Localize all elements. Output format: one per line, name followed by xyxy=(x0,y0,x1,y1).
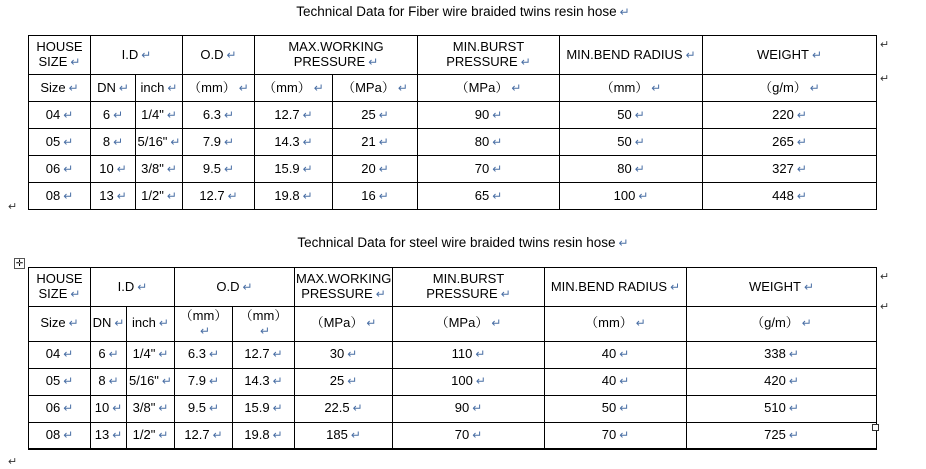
table-row xyxy=(29,341,877,368)
header-od-text: O.D xyxy=(200,46,224,62)
header-id-text: I.D xyxy=(117,278,135,294)
cell-size: 05 ↵ xyxy=(29,368,91,395)
subheader-id-mm xyxy=(183,75,255,102)
pilcrow-mark: ↵ xyxy=(166,188,177,203)
table-subheader-row xyxy=(29,75,877,102)
cell-mwp: 185 ↵ xyxy=(295,422,393,449)
table-header-row xyxy=(29,268,877,307)
pilcrow-mark: ↵ xyxy=(350,428,361,443)
table-row xyxy=(29,395,877,422)
table-subheader-row xyxy=(29,307,877,342)
header-house-size-text: HOUSE SIZE xyxy=(36,39,83,69)
pilcrow-mark: ↵ xyxy=(520,55,531,69)
subheader-size xyxy=(29,75,91,102)
pilcrow-mark: ↵ xyxy=(242,279,253,294)
table-header-row xyxy=(29,36,877,75)
pilcrow-mark: ↵ xyxy=(272,374,283,389)
pilcrow-mark: ↵ xyxy=(511,80,522,95)
subheader-dn xyxy=(91,75,136,102)
header-min-bend-radius xyxy=(545,268,687,307)
pilcrow-mark: ↵ xyxy=(63,188,74,203)
pilcrow-mark: ↵ xyxy=(272,347,283,362)
cell-dn: 13 ↵ xyxy=(91,422,127,449)
header-min-bend-radius xyxy=(560,36,703,75)
cell-od-mm: 15.9 ↵ xyxy=(233,395,295,422)
subheader-mwp-mpa xyxy=(295,307,393,342)
subheader-radius-mm-text: （mm） xyxy=(585,315,633,331)
pilcrow-mark: ↵ xyxy=(224,134,235,149)
cell-dn: 13 ↵ xyxy=(91,183,136,210)
pilcrow-mark: ↵ xyxy=(272,428,283,443)
cell-radius: 40 ↵ xyxy=(545,368,687,395)
table-row xyxy=(29,102,877,129)
subheader-mwp-mpa xyxy=(333,75,418,102)
cell-size: 06 ↵ xyxy=(29,395,91,422)
pilcrow-mark: ↵ xyxy=(634,161,645,176)
pilcrow-mark: ↵ xyxy=(796,134,807,149)
paragraph-mark: ↵ xyxy=(8,456,18,468)
table-2-title xyxy=(0,235,926,250)
cell-radius: 50 ↵ xyxy=(545,395,687,422)
pilcrow-mark: ↵ xyxy=(685,47,696,62)
header-min-burst-pressure xyxy=(418,36,560,75)
cell-id-mm: 9.5 ↵ xyxy=(175,395,233,422)
pilcrow-mark: ↵ xyxy=(788,428,799,443)
subheader-id-mm-text: （mm） xyxy=(188,79,236,95)
pilcrow-mark: ↵ xyxy=(491,316,502,331)
pilcrow-mark: ↵ xyxy=(302,107,313,122)
cell-mbp: 65 ↵ xyxy=(418,183,560,210)
cell-radius: 100 ↵ xyxy=(560,183,703,210)
pilcrow-mark: ↵ xyxy=(112,401,123,416)
pilcrow-mark: ↵ xyxy=(619,347,630,362)
subheader-id-mm-text: （mm） xyxy=(179,308,228,323)
cell-id-mm: 6.3 ↵ xyxy=(183,102,255,129)
table-row xyxy=(29,422,877,449)
subheader-inch xyxy=(127,307,175,342)
cell-dn: 10 ↵ xyxy=(91,156,136,183)
header-max-working-pressure-text: MAX.WORKING PRESSURE xyxy=(296,271,392,301)
cell-dn: 8 ↵ xyxy=(91,368,127,395)
pilcrow-mark: ↵ xyxy=(272,401,283,416)
subheader-dn xyxy=(91,307,127,342)
subheader-weight-gm xyxy=(687,307,877,342)
pilcrow-mark: ↵ xyxy=(475,347,486,362)
cell-inch: 1/4" ↵ xyxy=(127,341,175,368)
pilcrow-mark: ↵ xyxy=(619,374,630,389)
pilcrow-mark: ↵ xyxy=(212,428,223,443)
paragraph-mark: ↵ xyxy=(880,271,890,283)
pilcrow-mark: ↵ xyxy=(113,134,124,149)
pilcrow-mark: ↵ xyxy=(347,347,358,362)
cell-id-mm: 12.7 ↵ xyxy=(175,422,233,449)
cell-weight: 338 ↵ xyxy=(687,341,877,368)
pilcrow-mark: ↵ xyxy=(227,188,238,203)
table-2-title-text: Technical Data for steel wire braided twins resin hose xyxy=(297,235,616,250)
pilcrow-mark: ↵ xyxy=(811,47,823,62)
pilcrow-mark: ↵ xyxy=(809,80,820,95)
cell-inch: 5/16" ↵ xyxy=(127,368,175,395)
cell-weight: 327 ↵ xyxy=(703,156,877,183)
pilcrow-mark: ↵ xyxy=(170,134,181,149)
cell-dn: 6 ↵ xyxy=(91,341,127,368)
pilcrow-mark: ↵ xyxy=(634,107,645,122)
cell-mbp: 90 ↵ xyxy=(418,102,560,129)
header-od xyxy=(175,268,295,307)
pilcrow-mark: ↵ xyxy=(226,47,237,62)
cell-weight: 510 ↵ xyxy=(687,395,877,422)
cell-inch: 1/2" ↵ xyxy=(136,183,183,210)
table-steel-wire-braided xyxy=(28,267,877,450)
header-weight-text: WEIGHT xyxy=(756,46,809,62)
pilcrow-mark: ↵ xyxy=(788,401,799,416)
cell-weight: 448 ↵ xyxy=(703,183,877,210)
cell-weight: 725 ↵ xyxy=(687,422,877,449)
cell-od-mm: 14.3 ↵ xyxy=(233,368,295,395)
pilcrow-mark: ↵ xyxy=(635,316,646,331)
cell-mwp: 30 ↵ xyxy=(295,341,393,368)
cell-dn: 6 ↵ xyxy=(91,102,136,129)
cell-dn: 8 ↵ xyxy=(91,129,136,156)
cell-mwp: 16 ↵ xyxy=(333,183,418,210)
pilcrow-mark: ↵ xyxy=(224,107,235,122)
header-id xyxy=(91,268,175,307)
cell-size: 04 ↵ xyxy=(29,341,91,368)
header-weight xyxy=(687,268,877,307)
header-weight-text: WEIGHT xyxy=(748,278,801,294)
cell-mbp: 70 ↵ xyxy=(418,156,560,183)
pilcrow-mark: ↵ xyxy=(796,161,807,176)
cell-inch: 3/8" ↵ xyxy=(127,395,175,422)
pilcrow-mark: ↵ xyxy=(313,80,324,95)
table-fiber-wire-braided xyxy=(28,35,877,210)
pilcrow-mark: ↵ xyxy=(803,279,815,294)
table-resize-handle[interactable] xyxy=(872,424,879,431)
header-min-bend-radius-text: MIN.BEND RADIUS xyxy=(550,278,668,294)
cell-mwp: 20 ↵ xyxy=(333,156,418,183)
cell-mbp: 100 ↵ xyxy=(393,368,545,395)
cell-inch: 1/4" ↵ xyxy=(136,102,183,129)
pilcrow-mark: ↵ xyxy=(618,236,629,250)
pilcrow-mark: ↵ xyxy=(492,188,503,203)
pilcrow-mark: ↵ xyxy=(113,107,124,122)
pilcrow-mark: ↵ xyxy=(475,374,486,389)
subheader-inch-text: inch xyxy=(132,315,156,331)
header-max-working-pressure xyxy=(295,268,393,307)
pilcrow-mark: ↵ xyxy=(492,134,503,149)
cell-id-mm: 7.9 ↵ xyxy=(183,129,255,156)
paragraph-mark: ↵ xyxy=(880,301,890,313)
subheader-dn-text: DN xyxy=(97,79,116,95)
pilcrow-mark: ↵ xyxy=(378,188,389,203)
pilcrow-mark: ↵ xyxy=(378,161,389,176)
pilcrow-mark: ↵ xyxy=(116,161,127,176)
pilcrow-mark: ↵ xyxy=(141,47,152,62)
cell-size: 08 ↵ xyxy=(29,183,91,210)
pilcrow-mark: ↵ xyxy=(63,428,74,443)
pilcrow-mark: ↵ xyxy=(651,80,662,95)
cell-radius: 40 ↵ xyxy=(545,341,687,368)
pilcrow-mark: ↵ xyxy=(118,80,129,95)
subheader-mwp-mpa-text: （MPa） xyxy=(310,315,364,331)
pilcrow-mark: ↵ xyxy=(209,401,220,416)
cell-od-mm: 19.8 ↵ xyxy=(233,422,295,449)
header-house-size-text: HOUSE SIZE xyxy=(36,271,83,301)
pilcrow-mark: ↵ xyxy=(158,401,169,416)
pilcrow-mark: ↵ xyxy=(796,107,807,122)
pilcrow-mark: ↵ xyxy=(378,134,389,149)
subheader-inch xyxy=(136,75,183,102)
pilcrow-mark: ↵ xyxy=(500,287,511,301)
pilcrow-mark: ↵ xyxy=(158,316,169,331)
cell-id-mm: 7.9 ↵ xyxy=(175,368,233,395)
pilcrow-mark: ↵ xyxy=(70,55,81,69)
pilcrow-mark: ↵ xyxy=(238,80,249,95)
cell-od-mm: 14.3 ↵ xyxy=(255,129,333,156)
cell-size: 06 ↵ xyxy=(29,156,91,183)
pilcrow-mark: ↵ xyxy=(158,428,169,443)
header-weight xyxy=(703,36,877,75)
pilcrow-mark: ↵ xyxy=(114,316,125,331)
cell-dn: 10 ↵ xyxy=(91,395,127,422)
pilcrow-mark: ↵ xyxy=(209,347,220,362)
cell-od-mm: 12.7 ↵ xyxy=(255,102,333,129)
subheader-od-mm-text: （mm） xyxy=(239,308,288,323)
pilcrow-mark: ↵ xyxy=(259,323,271,338)
cell-od-mm: 12.7 ↵ xyxy=(233,341,295,368)
pilcrow-mark: ↵ xyxy=(224,161,235,176)
pilcrow-mark: ↵ xyxy=(796,188,807,203)
pilcrow-mark: ↵ xyxy=(801,316,812,331)
pilcrow-mark: ↵ xyxy=(70,287,81,301)
header-od-text: O.D xyxy=(216,278,240,294)
pilcrow-mark: ↵ xyxy=(378,107,389,122)
pilcrow-mark: ↵ xyxy=(634,134,645,149)
subheader-mbp-mpa-text: （MPa） xyxy=(435,315,489,331)
subheader-weight-gm xyxy=(703,75,877,102)
pilcrow-mark: ↵ xyxy=(116,188,127,203)
pilcrow-mark: ↵ xyxy=(472,401,483,416)
header-min-burst-pressure-text: MIN.BURST PRESSURE xyxy=(446,39,525,69)
subheader-size-text: Size xyxy=(40,315,66,331)
subheader-radius-mm xyxy=(545,307,687,342)
subheader-weight-gm-text: （g/m） xyxy=(751,315,799,331)
table-move-handle[interactable]: ✛ xyxy=(15,258,24,268)
cell-mbp: 80 ↵ xyxy=(418,129,560,156)
subheader-od-mm xyxy=(255,75,333,102)
subheader-od-mm xyxy=(233,307,295,342)
subheader-mbp-mpa-text: （MPa） xyxy=(455,79,509,95)
cell-radius: 50 ↵ xyxy=(560,129,703,156)
pilcrow-mark: ↵ xyxy=(63,161,74,176)
cell-mwp: 25 ↵ xyxy=(333,102,418,129)
table-1-title-text: Technical Data for Fiber wire braided twins resin hose xyxy=(296,4,617,19)
pilcrow-mark: ↵ xyxy=(112,428,123,443)
pilcrow-mark: ↵ xyxy=(166,161,177,176)
header-min-bend-radius-text: MIN.BEND RADIUS xyxy=(566,46,683,62)
pilcrow-mark: ↵ xyxy=(670,279,681,294)
cell-size: 05 ↵ xyxy=(29,129,91,156)
cell-inch: 5/16" ↵ xyxy=(136,129,183,156)
header-max-working-pressure xyxy=(255,36,418,75)
cell-mbp: 110 ↵ xyxy=(393,341,545,368)
table-row xyxy=(29,368,877,395)
cell-mwp: 21 ↵ xyxy=(333,129,418,156)
pilcrow-mark: ↵ xyxy=(68,80,79,95)
pilcrow-mark: ↵ xyxy=(302,134,313,149)
pilcrow-mark: ↵ xyxy=(63,374,74,389)
cell-radius: 80 ↵ xyxy=(560,156,703,183)
pilcrow-mark: ↵ xyxy=(619,401,630,416)
pilcrow-mark: ↵ xyxy=(137,279,148,294)
cell-size: 04 ↵ xyxy=(29,102,91,129)
cell-inch: 3/8" ↵ xyxy=(136,156,183,183)
pilcrow-mark: ↵ xyxy=(63,347,74,362)
header-house-size xyxy=(29,268,91,307)
cell-id-mm: 9.5 ↵ xyxy=(183,156,255,183)
pilcrow-mark: ↵ xyxy=(472,428,483,443)
header-od xyxy=(183,36,255,75)
cell-mwp: 25 ↵ xyxy=(295,368,393,395)
cell-inch: 1/2" ↵ xyxy=(127,422,175,449)
cell-weight: 265 ↵ xyxy=(703,129,877,156)
pilcrow-mark: ↵ xyxy=(619,428,630,443)
pilcrow-mark: ↵ xyxy=(63,134,74,149)
pilcrow-mark: ↵ xyxy=(375,287,386,301)
subheader-size-text: Size xyxy=(40,79,66,95)
pilcrow-mark: ↵ xyxy=(788,374,799,389)
header-min-burst-pressure xyxy=(393,268,545,307)
header-max-working-pressure-text: MAX.WORKING PRESSURE xyxy=(288,39,384,69)
pilcrow-mark: ↵ xyxy=(302,188,313,203)
pilcrow-mark: ↵ xyxy=(638,188,649,203)
subheader-dn-text: DN xyxy=(92,315,112,331)
table-1-title xyxy=(0,4,926,19)
pilcrow-mark: ↵ xyxy=(352,401,363,416)
pilcrow-mark: ↵ xyxy=(366,316,377,331)
pilcrow-mark: ↵ xyxy=(619,5,630,19)
pilcrow-mark: ↵ xyxy=(302,161,313,176)
paragraph-mark: ↵ xyxy=(8,201,18,213)
paragraph-mark: ↵ xyxy=(880,73,890,85)
cell-od-mm: 15.9 ↵ xyxy=(255,156,333,183)
pilcrow-mark: ↵ xyxy=(492,161,503,176)
header-house-size xyxy=(29,36,91,75)
cell-radius: 50 ↵ xyxy=(560,102,703,129)
subheader-radius-mm-text: （mm） xyxy=(600,79,649,95)
pilcrow-mark: ↵ xyxy=(209,374,220,389)
subheader-size xyxy=(29,307,91,342)
pilcrow-mark: ↵ xyxy=(161,374,172,389)
pilcrow-mark: ↵ xyxy=(167,80,178,95)
cell-od-mm: 19.8 ↵ xyxy=(255,183,333,210)
table-row xyxy=(29,129,877,156)
pilcrow-mark: ↵ xyxy=(158,347,169,362)
subheader-inch-text: inch xyxy=(140,79,165,95)
subheader-mbp-mpa xyxy=(393,307,545,342)
subheader-id-mm xyxy=(175,307,233,342)
table-row xyxy=(29,156,877,183)
cell-id-mm: 6.3 ↵ xyxy=(175,341,233,368)
cell-weight: 420 ↵ xyxy=(687,368,877,395)
pilcrow-mark: ↵ xyxy=(68,316,79,331)
header-id-text: I.D xyxy=(121,46,139,62)
cell-size: 08 ↵ xyxy=(29,422,91,449)
pilcrow-mark: ↵ xyxy=(368,55,379,69)
cell-mwp: 22.5 ↵ xyxy=(295,395,393,422)
pilcrow-mark: ↵ xyxy=(788,347,799,362)
cell-weight: 220 ↵ xyxy=(703,102,877,129)
cell-mbp: 70 ↵ xyxy=(393,422,545,449)
paragraph-mark: ↵ xyxy=(880,39,890,51)
subheader-od-mm-text: （mm） xyxy=(263,79,311,95)
pilcrow-mark: ↵ xyxy=(492,107,503,122)
table-row xyxy=(29,183,877,210)
cell-mbp: 90 ↵ xyxy=(393,395,545,422)
subheader-radius-mm xyxy=(560,75,703,102)
horizontal-divider xyxy=(28,448,876,449)
header-min-burst-pressure-text: MIN.BURST PRESSURE xyxy=(426,271,505,301)
cell-radius: 70 ↵ xyxy=(545,422,687,449)
pilcrow-mark: ↵ xyxy=(347,374,358,389)
subheader-mwp-mpa-text: （MPa） xyxy=(342,79,395,95)
subheader-mbp-mpa xyxy=(418,75,560,102)
pilcrow-mark: ↵ xyxy=(108,347,119,362)
pilcrow-mark: ↵ xyxy=(63,107,74,122)
pilcrow-mark: ↵ xyxy=(63,401,74,416)
pilcrow-mark: ↵ xyxy=(166,107,177,122)
pilcrow-mark: ↵ xyxy=(397,80,408,95)
subheader-weight-gm-text: （g/m） xyxy=(759,79,807,95)
pilcrow-mark: ↵ xyxy=(199,323,211,338)
cell-id-mm: 12.7 ↵ xyxy=(183,183,255,210)
header-id xyxy=(91,36,183,75)
pilcrow-mark: ↵ xyxy=(108,374,119,389)
